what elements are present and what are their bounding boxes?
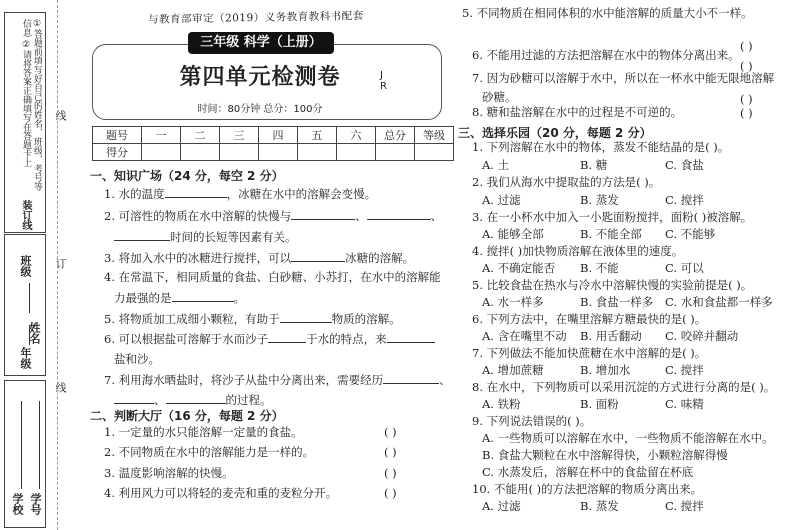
s1-item7-text: 7. 利用海水晒盐时，将沙子从盐中分离出来，需要经历: [104, 373, 384, 387]
score-cell: 总分: [376, 127, 415, 144]
s3-q7-c[interactable]: C. 搅拌: [665, 363, 704, 377]
score-table-score-row: [93, 144, 454, 161]
s1-item2b-text: 时间的长短等因素有关。: [170, 230, 297, 244]
answer-blank[interactable]: [280, 311, 332, 323]
s1-item2-sep2: 、: [430, 209, 443, 223]
score-input[interactable]: [376, 144, 415, 161]
s3-q8-b[interactable]: B. 面粉: [580, 397, 619, 411]
score-input[interactable]: [259, 144, 298, 161]
binding-label-box: [4, 198, 46, 233]
edition-mark: J R: [380, 70, 387, 92]
s3-q1-a[interactable]: A. 土: [482, 158, 510, 172]
answer-paren[interactable]: ( ): [740, 59, 753, 73]
s1-item6-text: 6. 可以根据盐可溶解于水而沙子: [104, 332, 269, 346]
grade-banner: 三年级 科学（上册）: [188, 32, 334, 54]
s2-item5: 5. 不同物质在相同体积的水中能溶解的质量大小不一样。: [462, 6, 753, 20]
field-label-grade: 年级: [19, 347, 32, 369]
s1-item1-text2: ，冰糖在水中的溶解会变慢。: [226, 187, 377, 201]
field-line-school[interactable]: [21, 401, 23, 489]
s1-item7b-sep: 、: [154, 393, 166, 407]
s1-item4b-text: 力最强的是: [114, 291, 172, 305]
answer-blank[interactable]: [291, 208, 355, 220]
score-input[interactable]: [337, 144, 376, 161]
score-cell: 题号: [93, 127, 142, 144]
answer-blank[interactable]: [387, 331, 435, 343]
s2-item3: 3. 温度影响溶解的快慢。: [104, 466, 234, 480]
answer-blank[interactable]: [114, 229, 170, 241]
s1-item7b: [114, 392, 272, 408]
s1-item2-sep: 、: [355, 209, 367, 223]
score-table: [92, 126, 454, 161]
s1-item4-text: 4. 在常温下，相同质量的食盐、白砂糖、小苏打，在水中的溶解能: [104, 270, 441, 284]
s3-q3: 3. 在一小杯水中加入一小匙面粉搅拌，面粉( )被溶解。: [472, 210, 753, 224]
s3-q5-b[interactable]: B. 食盐一样多: [580, 295, 654, 309]
field-line-id[interactable]: [39, 401, 41, 489]
score-cell: 六: [337, 127, 376, 144]
s1-item6-text2: 于水的特点，来: [306, 332, 387, 346]
s3-q6-c[interactable]: C. 咬碎并翻动: [665, 329, 739, 343]
s1-item6b-text: 盐和沙。: [114, 352, 160, 366]
s3-q2-b[interactable]: B. 蒸发: [580, 193, 619, 207]
margin-ding: 订: [54, 258, 67, 269]
time-info: 时间：80分钟 总分：100分: [197, 104, 323, 115]
score-cell: 五: [298, 127, 337, 144]
s1-item3-text: 3. 将加入水中的冰糖进行搅拌，可以: [104, 251, 292, 265]
s3-q7-b[interactable]: B. 增加水: [580, 363, 631, 377]
answer-blank[interactable]: [367, 208, 431, 220]
notice-box: [4, 12, 46, 200]
s1-item7: [104, 372, 451, 388]
score-label: 得分: [93, 144, 142, 161]
score-input[interactable]: [142, 144, 181, 161]
answer-paren[interactable]: ( ): [384, 425, 397, 439]
s3-q1-b[interactable]: B. 糖: [580, 158, 608, 172]
s2-item6: 6. 不能用过滤的方法把溶解在水中的物体分离出来。: [472, 48, 740, 62]
s2-item1: 1. 一定量的水只能溶解一定量的食盐。: [104, 425, 303, 439]
score-input[interactable]: [298, 144, 337, 161]
s3-q5-a[interactable]: A. 水一样多: [482, 295, 544, 309]
s3-q10-b[interactable]: B. 蒸发: [580, 499, 619, 513]
s1-item7b-text: 的过程。: [225, 393, 272, 407]
score-input[interactable]: [415, 144, 454, 161]
s3-q6-b[interactable]: B. 用舌翻动: [580, 329, 642, 343]
s2-item7: 7. 因为砂糖可以溶解于水中，所以在一杯水中能无限地溶解: [472, 71, 775, 85]
page-title: 第四单元检测卷: [179, 65, 341, 90]
s1-item4b-text2: 。: [233, 291, 245, 305]
score-cell: 等级: [415, 127, 454, 144]
s1-item5-text2: 物质的溶解。: [331, 312, 401, 326]
s1-item7-sep: 、: [439, 373, 451, 387]
s3-q9-a[interactable]: A. 一些物质可以溶解在水中，一些物质不能溶解在水中。: [482, 431, 774, 445]
s3-q6-a[interactable]: A. 含在嘴里不动: [482, 329, 567, 343]
s2-item4: 4. 利用风力可以将轻的麦壳和重的麦粒分开。: [104, 486, 338, 500]
score-cell: 三: [220, 127, 259, 144]
s1-item6b: [114, 352, 160, 367]
s3-q5: 5. 比较食盐在热水与冷水中溶解快慢的实验前提是( )。: [472, 278, 753, 292]
s1-item4b: [114, 290, 245, 306]
s2-item2: 2. 不同物质在水中的溶解能力是一样的。: [104, 445, 315, 459]
section1-heading: 一、知识广场（24 分，每空 2 分）: [90, 169, 284, 183]
s3-q9-c[interactable]: C. 水蒸发后，溶解在杯中的食盐留在杯底: [482, 465, 694, 479]
answer-blank[interactable]: [172, 290, 234, 302]
s1-item3-text2: 冰糖的溶解。: [345, 251, 415, 265]
s3-q2-a[interactable]: A. 过滤: [482, 193, 521, 207]
binding-label: 装订线: [20, 200, 31, 230]
s3-q8: 8. 在水中，下列物质可以采用沉淀的方式进行分离的是( )。: [472, 380, 776, 394]
s3-q3-b[interactable]: B. 不能全部: [580, 227, 642, 241]
s3-q6: 6. 下列方法中，在嘴里溶解方糖最快的是( )。: [472, 312, 707, 326]
s3-q9: 9. 下列说法错误的( )。: [472, 414, 592, 428]
answer-blank[interactable]: [166, 392, 226, 404]
s3-q4-c[interactable]: C. 可以: [665, 261, 704, 275]
answer-paren[interactable]: ( ): [384, 486, 397, 500]
margin-xian: 线: [54, 110, 67, 121]
s3-q1: 1. 下列溶解在水中的物体，蒸发不能结晶的是( )。: [472, 140, 730, 154]
s3-q8-a[interactable]: A. 铁粉: [482, 397, 521, 411]
field-label-name: 姓名: [28, 322, 41, 344]
s3-q7: 7. 下列做法不能加快蔗糖在水中溶解的是( )。: [472, 346, 707, 360]
answer-blank[interactable]: [114, 392, 154, 404]
s3-q2: 2. 我们从海水中提取盐的方法是( )。: [472, 175, 661, 189]
score-table-header-row: [93, 127, 454, 144]
answer-paren[interactable]: ( ): [740, 92, 753, 106]
s3-q3-a[interactable]: A. 能够全部: [482, 227, 544, 241]
answer-paren[interactable]: ( ): [740, 39, 753, 53]
s1-item2: [104, 208, 442, 224]
score-input[interactable]: [220, 144, 259, 161]
answer-paren[interactable]: ( ): [384, 445, 397, 459]
s2-item8: 8. 糖和盐溶解在水中的过程是不可逆的。: [472, 105, 683, 119]
field-label-class: 班级: [19, 255, 32, 277]
s3-q10-a[interactable]: A. 过滤: [482, 499, 521, 513]
s3-q10: 10. 不能用( )的方法把溶解的物质分离出来。: [472, 482, 703, 496]
score-cell: 四: [259, 127, 298, 144]
s3-q4-a[interactable]: A. 不确定能否: [482, 261, 556, 275]
score-cell: 二: [181, 127, 220, 144]
s3-q9-b[interactable]: B. 食盐大颗粒在水中溶解得快，小颗粒溶解得慢: [482, 448, 728, 462]
s1-item2-text: 2. 可溶性的物质在水中溶解的快慢与: [104, 209, 292, 223]
s1-item4: [104, 270, 441, 285]
school-box: [4, 380, 46, 528]
s1-item3: [104, 250, 414, 266]
s1-item2b: [114, 229, 297, 245]
student-info-box: [4, 234, 46, 376]
s3-q4-b[interactable]: B. 不能: [580, 261, 619, 275]
answer-paren[interactable]: ( ): [740, 106, 753, 120]
s3-q1-c[interactable]: C. 食盐: [665, 158, 704, 172]
s3-q3-c[interactable]: C. 不能够: [665, 227, 716, 241]
answer-blank[interactable]: [165, 186, 227, 198]
answer-blank[interactable]: [291, 250, 345, 262]
field-label-id: 学号: [29, 493, 42, 515]
s3-q4: 4. 搅拌( )加快物质溶解在液体里的速度。: [472, 244, 684, 258]
s3-q2-c[interactable]: C. 搅拌: [665, 193, 704, 207]
s1-item5: [104, 311, 401, 327]
field-label-school: 学校: [11, 493, 24, 515]
s3-q8-c[interactable]: C. 味精: [665, 397, 704, 411]
s3-q10-c[interactable]: C. 搅拌: [665, 499, 704, 513]
s1-item6: [104, 331, 435, 347]
s2-item7b: 砂糖。: [482, 90, 517, 104]
s3-q7-a[interactable]: A. 增加蔗糖: [482, 363, 544, 377]
field-line-class[interactable]: [29, 283, 31, 313]
s1-item5-text: 5. 将物质加工成细小颗粒，有助于: [104, 312, 280, 326]
s1-item1: [104, 186, 376, 202]
margin-xian-2: 线: [54, 382, 67, 393]
section3-heading: 三、选择乐园（20 分，每题 2 分）: [458, 126, 652, 140]
s1-item1-text: 1. 水的温度: [104, 187, 165, 201]
section2-heading: 二、判断大厅（16 分，每题 2 分）: [90, 409, 284, 423]
series-title: 与教育部审定（2019）义务教育教科书配套: [147, 10, 364, 26]
s3-q5-c[interactable]: C. 水和食盐都一样多: [665, 295, 773, 309]
score-input[interactable]: [181, 144, 220, 161]
answer-paren[interactable]: ( ): [384, 466, 397, 480]
notice-text: ①答题前填写好自己的姓名、班级、考号等信息 ②请将答案正确填写在答题卡上: [21, 19, 42, 191]
score-cell: 一: [142, 127, 181, 144]
answer-blank[interactable]: [383, 372, 439, 384]
answer-blank[interactable]: [268, 331, 306, 343]
